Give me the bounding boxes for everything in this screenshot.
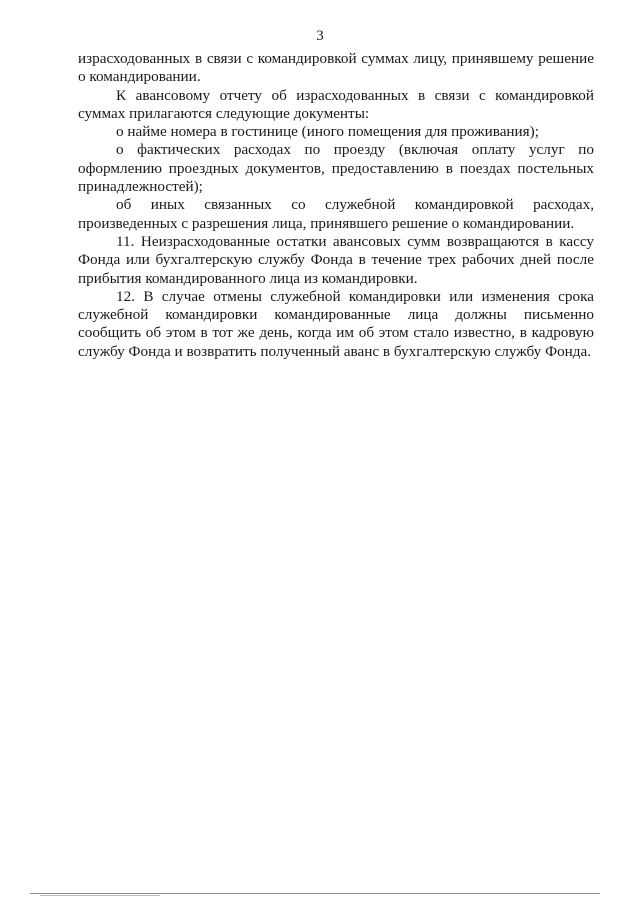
paragraph-travel-expenses: о фактических расходах по проезду (включая оплату услуг по оформлению проездных документов, предоставлению в поездах постельных принадлежностей); (78, 141, 594, 196)
scan-edge-line (30, 893, 600, 894)
paragraph-hotel: о найме номера в гостинице (иного помещения для проживания); (116, 123, 539, 141)
scan-edge-line-secondary (40, 895, 160, 896)
page-number: 3 (316, 28, 324, 44)
document-body (78, 50, 594, 361)
paragraph-other-expenses: об иных связанных со служебной командировкой расходах, произведенных с разрешения лица, принявшего решение о командировании. (78, 196, 594, 232)
paragraph-advance-report: К авансовому отчету об израсходованных в связи с командировкой суммах прилагаются следующие документы: (78, 86, 594, 122)
paragraph-item-11: 11. Неизрасходованные остатки авансовых сумм возвращаются в кассу Фонда или бухгалтерскую службу Фонда в течение трех рабочих дней после прибытия командированного лица из командировки. (78, 232, 594, 287)
paragraph-item-12: 12. В случае отмены служебной командировки или изменения срока служебной командировки командированные лица должны письменно сообщить об этом в тот же день, когда им об этом стало известно, в кадровую службу Фонда и возвратить полученный аванс в бухгалтерскую службу Фонда. (78, 287, 594, 360)
paragraph-continuation: израсходованных в связи с командировкой суммах лицу, принявшему решение о командировании. (78, 50, 594, 86)
